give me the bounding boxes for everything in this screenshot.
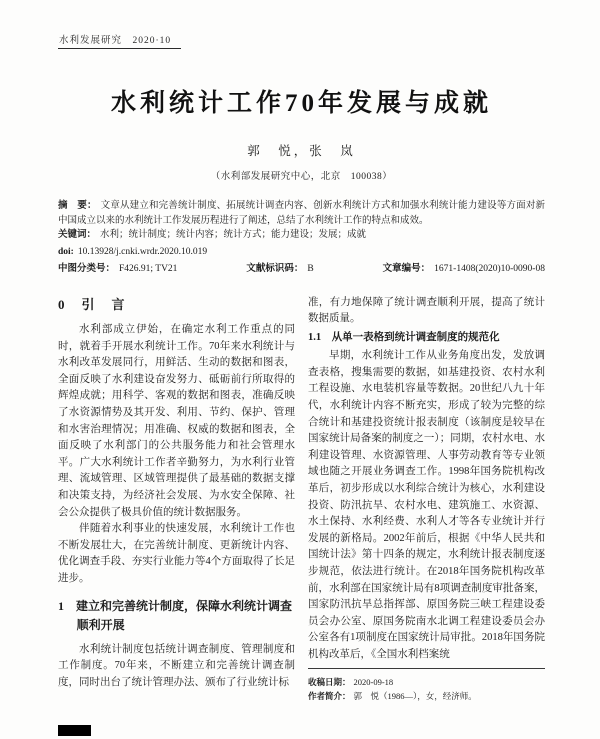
page-title: 水利统计工作70年发展与成就: [110, 90, 492, 117]
right-column: [308, 295, 545, 703]
article-meta: [58, 199, 545, 277]
author-bio-value: 郭 悦（1986—），女，经济师。: [353, 690, 477, 701]
received-date-line: [308, 675, 545, 689]
doi-line: [58, 245, 545, 260]
keywords: [58, 228, 545, 243]
doi-label: doi:: [58, 246, 74, 257]
section-1-heading: 1 建立和完善统计制度，保障水利统计调查顺利开展: [58, 598, 293, 632]
received-date-label: 收稿日期：: [308, 676, 351, 687]
abstract-label: 摘 要：: [58, 201, 97, 211]
paragraph: 水利部成立伊始，在确定水利工作重点的同时，就着手开展水利统计工作。70年来水利统计与水利改革发展同行，用鲜活、生动的数据和图表，全面反映了水利建设奋发努力、砥砺前行所取得的辉煌成就；用科学、客观的数据和图表，准确反映了水资源情势及其开发、利用、节约、保护、管理和水害治理情况；用准确、权威的数据和图表，全面反映了水利部门的公共服务能力和社会管理水平。广大水利统计工作者辛勤努力，为水利行业管理、流域管理、区域管理提供了最基础的数据支撑和决策支持，为经济社会发展、为水安全保障、社会公众提供了极具价值的统计数据服务。: [58, 324, 295, 518]
keywords-text: 水利；统计制度；统计内容；统计方式；能力建设；发展；成就: [100, 230, 367, 240]
author-bio-line: [308, 689, 545, 703]
section-1-1-heading: 1.1 从单一表格到统计调查制度的规范化: [308, 331, 500, 343]
paragraph: 伴随着水利事业的快速发展，水利统计工作也不断发展壮大，在完善统计制度、更新统计内容、优化调查手段、夯实行业能力等4个方面取得了长足进步。: [58, 523, 295, 584]
left-column: [58, 295, 295, 703]
received-date-value: 2020-09-18: [353, 676, 394, 687]
footnote-block: [308, 668, 545, 703]
classification-line: [58, 262, 545, 277]
right-column-body: [308, 295, 545, 664]
two-column-body: [58, 295, 545, 703]
authors-line: 郭 悦，张 岚: [247, 144, 356, 158]
paragraph: 水利统计制度包括统计调查制度、管理制度和工作制度。70年来，不断建立和完善统计调查制度，同时出台了统计管理办法、颁布了行业统计标: [58, 643, 295, 688]
keywords-label: 关键词：: [58, 230, 97, 240]
clc-value: F426.91; TV21: [119, 264, 178, 274]
section-0-heading: 0 引 言: [58, 296, 127, 312]
doc-code-label: 文献标识码：: [246, 264, 304, 274]
article-no-label: 文章编号：: [382, 264, 431, 274]
paragraph-continuation: 准，有力地保障了统计调查顺利开展，提高了统计数据质量。: [308, 296, 545, 325]
article-no-value: 1671-1408(2020)10-0090-08: [434, 264, 545, 274]
article-no-item: [383, 262, 545, 277]
clc-label: 中图分类号：: [58, 264, 116, 274]
doc-code-item: [246, 262, 313, 277]
page-number-block: [58, 725, 91, 736]
abstract-text: 文章从建立和完善统计制度、拓展统计调查内容、创新水利统计方式和加强水利统计能力建设等方面对新中国成立以来的水利统计工作发展历程进行了阐述，总结了水利统计工作的特点和成效。: [58, 201, 545, 226]
paragraph: 早期，水利统计工作从业务角度出发，发放调查表格，搜集需要的数据，如基建投资、农村水利工程设施、水电装机容量等数据。20世纪八九十年代，水利统计内容不断充实，形成了较为完整的综合统计和基建投资统计报表制度（该制度是较早在国家统计局备案的制度之一）；同期，农村水电、水利建设管理、水资源管理、人事劳动教育等专业领域也随之开展业务调查工作。1998年国务院机构改革后，初步形成以水利综合统计为核心，水利建设投资、防汛抗旱、农村水电、建筑施工、水资源、水土保持、水利经费、水利人才等各专业统计并行发展的新格局。2002年前后，根据《中华人民共和国统计法》第十四条的规定，水利统计报表制度逐步规范，依法进行统计。在2018年国务院机构改革前，水利部在国家统计局有8项调查制度审批备案，国家防汛抗旱总指挥部、原国务院三峡工程建设委员会办公室、原国务院南水北调工程建设委员会办公室各有1项制度在国家统计局审批。2018年国务院机构改革后，《全国水利档案统: [308, 350, 545, 660]
doi-value: 10.13928/j.cnki.wrdr.2020.10.019: [77, 246, 208, 257]
author-bio-label: 作者简介：: [308, 690, 351, 701]
affiliation-line: （水利部发展研究中心，北京 100038）: [210, 172, 393, 182]
clc-item: [58, 262, 177, 277]
doc-code-value: B: [307, 264, 314, 274]
journal-header: 水利发展研究 2020·10: [58, 32, 181, 49]
abstract: [58, 199, 545, 228]
